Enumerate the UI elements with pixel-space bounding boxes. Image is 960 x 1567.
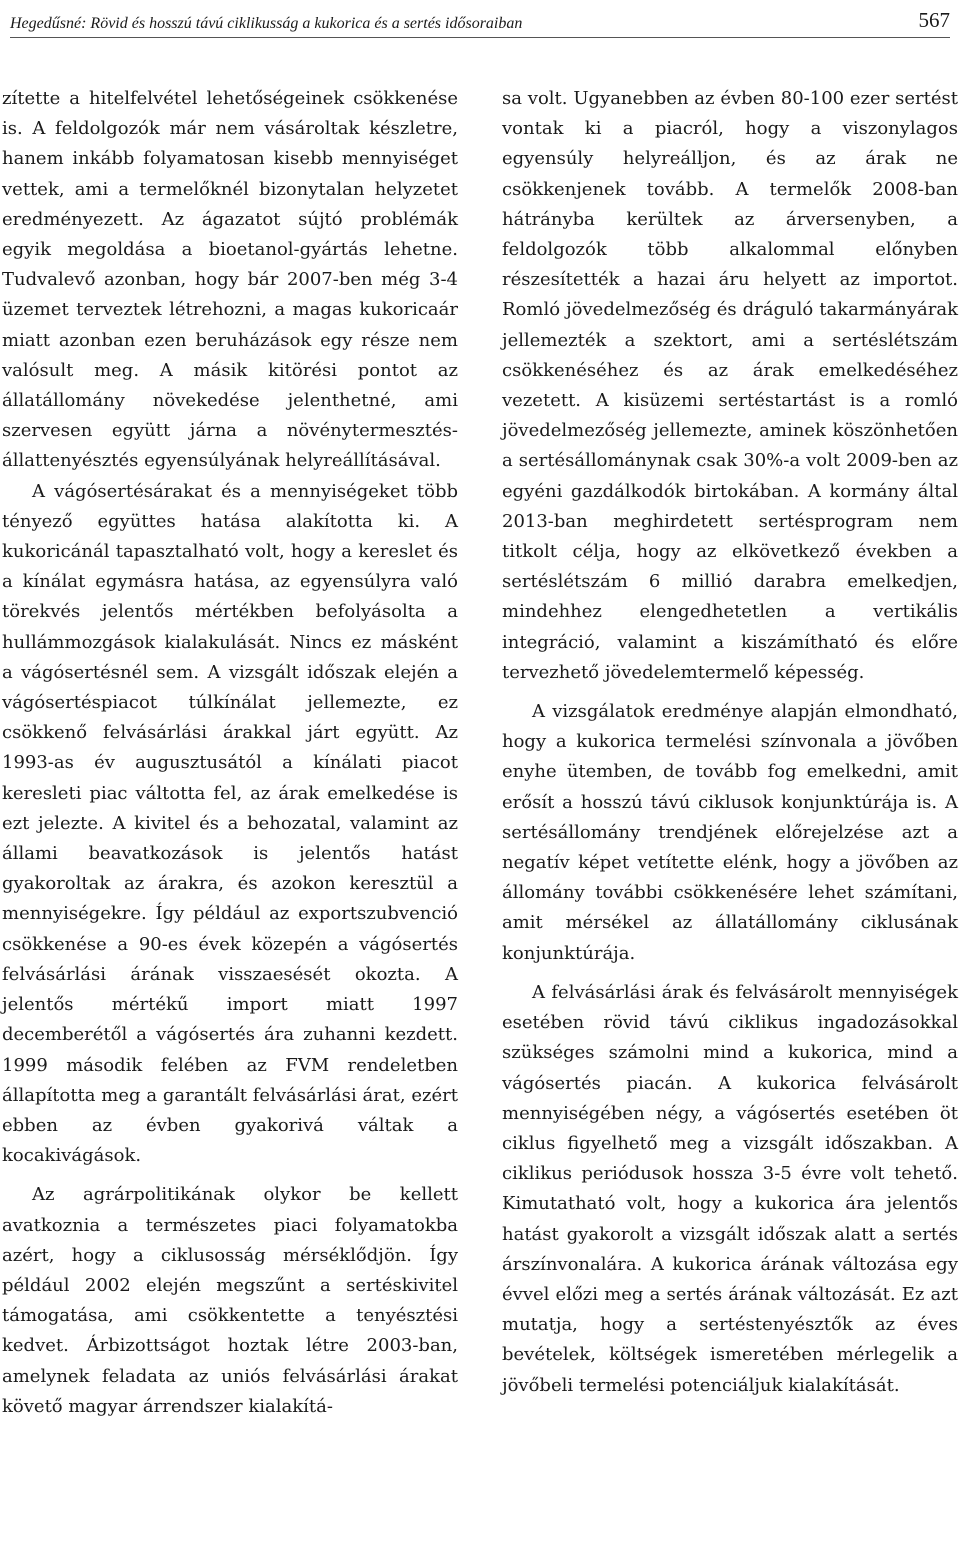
paragraph: A vágósertésárakat és a mennyiségeket több tényező együttes hatása alakította ki. A kukoricánál tapasztalható volt, hogy a kereslet és a kínálat egymásra hatása, az egyensúlyra való törekvés jelentős mértékben befolyásolta a hullámmozgások kialakulását. Nincs ez másként a vágósertésnél sem. A vizsgált időszak elején a vágósertéspiacot túlkínálat jellemezte, ez csökkenő felvásárlási árakkal járt együtt. Az 1993-as év augusztusától a kínálati piacot keresleti piac váltotta fel, az árak emelkedése is ezt jelezte. A kivitel és a behozatal, valamint az állami beavatkozások is jelentős hatást gyakoroltak az árakra, és azokon keresztül a mennyiségekre. Így például az exportszubvenció csökkenése a 90-es évek közepén a vágósertés felvásárlási árának visszaesését okozta. A jelentős mértékű import miatt 1997 decemberétől a vágósertés ára zuhanni kezdett. 1999 második felében az FVM rendeletben állapította meg a garantált felvásárlási árat, ezért ebben az évben gyakorivá váltak a kocakivágások. bbox=[2, 480, 458, 1167]
left-column bbox=[2, 84, 458, 1422]
paragraph: A vizsgálatok eredménye alapján elmondható, hogy a kukorica termelési színvonala a jövőben enyhe ütemben, de tovább fog emelkedni, amit erősít a hosszú távú ciklusok konjunktúrája is. A sertésállomány trendjének előrejelzése azt a negatív képet vetítette elénk, hogy a jövőben az állomány további csökkenésére lehet számítani, amit mérsékel az állatállomány ciklusának konjunktúrája. bbox=[502, 701, 958, 964]
paragraph: A felvásárlási árak és felvásárolt mennyiségek esetében rövid távú ciklikus ingadozásokkal szükséges számolni mind a kukorica, mind a vágósertés piacán. A kukorica felvásárolt mennyiségében négy, a vágósertés esetében öt ciklus figyelhető meg a vizsgált időszakban. A ciklikus periódusok hossza 3-5 évre volt tehető. Kimutatható volt, hogy a kukorica ára jelentős hatást gyakorolt a vizsgált időszak alatt a sertés árszínvonalára. A kukorica árának változása egy évvel előzi meg a sertés árának változását. Ez azt mutatja, hogy a sertéstenyésztők az éves bevételek, költségek ismeretében mérlegelik a jövőbeli termelési potenciáljuk kialakítását. bbox=[502, 981, 958, 1396]
paragraph: Az agrárpolitikának olykor be kellett avatkoznia a természetes piaci folyamatokba azért, hogy a ciklusosság mérséklődjön. Így például 2002 elején megszűnt a sertéskivitel támogatása, ami csökkentette a tenyésztési kedvet. Árbizottságot hoztak létre 2003-ban, amelynek feladata az uniós felvásárlási árakat követő magyar árrendszer kialakítá- bbox=[2, 1184, 458, 1417]
right-column bbox=[502, 84, 958, 1401]
page-number: 567 bbox=[918, 8, 950, 32]
running-title: Hegedűsné: Rövid és hosszú távú ciklikusság a kukorica és a sertés idősoraiban bbox=[10, 15, 523, 32]
paragraph: zítette a hitelfelvétel lehetőségeinek csökkenése is. A feldolgozók már nem vásároltak készletre, hanem inkább folyamatosan kisebb mennyiséget vettek, ami a termelőknél bizonytalan helyzetet eredményezett. Az ágazatot sújtó problémák egyik megoldása a bioetanol-gyártás lehetne. Tudvalevő azonban, hogy bár 2007-ben még 3-4 üzemet terveztek létrehozni, a magas kukoricaár miatt azonban ezen beruházások egy része nem valósult meg. A másik kitörési pontot az állatállomány növekedése jelenthetné, ami szervesen együtt járna a növénytermesztés-állattenyésztés egyensúlyának helyreállításával. bbox=[2, 88, 458, 472]
paragraph: sa volt. Ugyanebben az évben 80-100 ezer sertést vontak ki a piacról, hogy a viszonylagos egyensúly helyreálljon, és az árak ne csökkenjenek tovább. A termelők 2008-ban hátrányba kerültek az árversenyben, a feldolgozók több alkalommal előnyben részesítették a hazai áru helyett az importot. Romló jövedelmezőség és dráguló takarmányárak jellemezték a szektort, ami a sertéslétszám csökkenéséhez és az árak emelkedéséhez vezetett. A kisüzemi sertéstartást is a romló jövedelmezőség jellemezte, aminek köszönhetően a sertésállománynak csak 30%-a volt 2009-ben az egyéni gazdálkodók birtokában. A kormány által 2013-ban meghirdetett sertésprogram nem titkolt célja, hogy az elkövetkező években a sertéslétszám 6 millió darabra emelkedjen, mindehhez elengedhetetlen a vertikális integráció, valamint a kiszámítható és előre tervezhető jövedelemtermelő képesség. bbox=[502, 88, 958, 683]
running-header bbox=[10, 3, 950, 38]
